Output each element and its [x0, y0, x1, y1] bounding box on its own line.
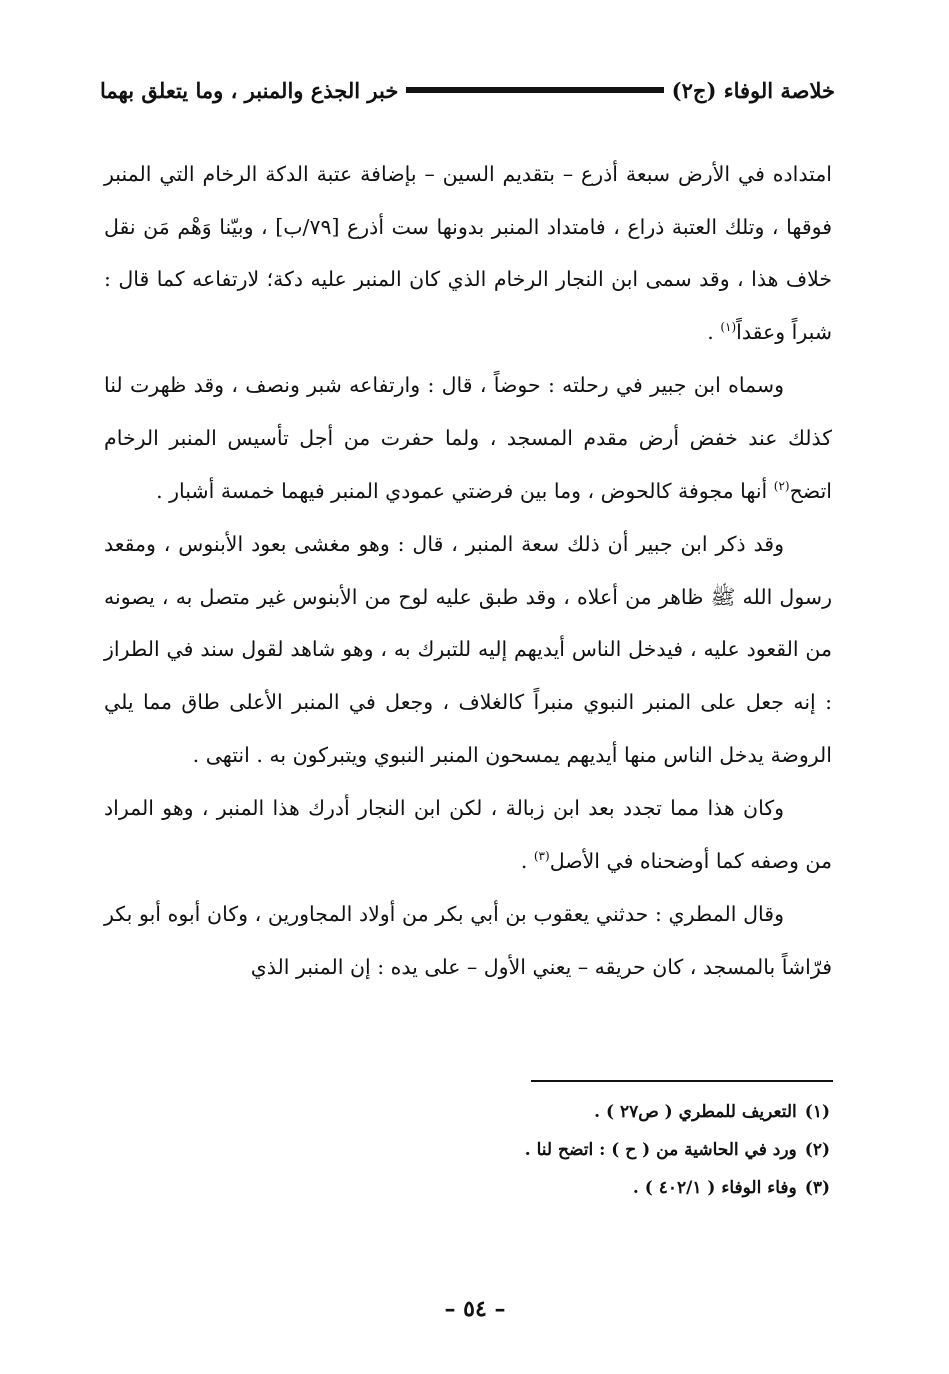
footnote-3 [400, 1169, 830, 1207]
paragraph-4 [104, 782, 832, 887]
paragraph-5 [104, 888, 832, 993]
paragraph-text: وقد ذكر ابن جبير أن ذلك سعة المنبر ، قال : وهو مغشى بعود الأبنوس ، ومقعد رسول الله ﷺ ظاهر من أعلاه ، وقد طبق عليه لوح من الأبنوس غير متصل به ، يصونه من القعود عليه ، فيدخل الناس أيديهم إليه للتبرك به ، وهو شاهد لقول سند في الطراز : إنه جعل على المنبر النبوي منبراً كالغلاف ، وجعل في المنبر الأعلى طاق مما يلي الروضة يدخل الناس منها أيديهم يمسحون المنبر النبوي ويتبركون به . انتهى . [104, 532, 832, 767]
main-text [104, 148, 832, 994]
paragraph-tail: أنها مجوفة كالحوض ، وما بين فرضتي عمودي المنبر فيهما خمسة أشبار . [156, 478, 774, 503]
running-header [100, 70, 835, 110]
footnote-ref-1[interactable]: (١) [720, 319, 737, 334]
paragraph-tail: . [520, 848, 534, 873]
section-title: خبر الجذع والمنبر ، وما يتعلق بهما [100, 77, 399, 103]
paragraph-text: وسماه ابن جبير في رحلته : حوضاً ، قال : وارتفاعه شبر ونصف ، وقد ظهرت لنا كذلك عند خفض أرض مقدم المسجد ، ولما حفرت من أجل تأسيس المنبر الرخام اتضح [104, 373, 832, 503]
footnote-separator [531, 1080, 833, 1082]
paragraph-text: وقال المطري : حدثني يعقوب بن أبي بكر من أولاد المجاورين ، وكان أبوه أبو بكر فرّاشاً بالمسجد ، كان حريقه – يعني الأول – على يده : إن المنبر الذي [104, 902, 832, 979]
footnote-1 [400, 1093, 830, 1131]
paragraph-tail: . [707, 319, 721, 344]
book-title: خلاصة الوفاء (ج٢) [671, 77, 835, 103]
paragraph-2 [104, 359, 832, 517]
footnotes [400, 1093, 830, 1207]
header-rule [406, 87, 663, 93]
footnote-number: (٢) [804, 1140, 830, 1160]
footnote-ref-3[interactable]: (٣) [533, 848, 550, 863]
footnote-number: (١) [804, 1102, 830, 1122]
footnote-number: (٣) [804, 1178, 830, 1198]
paragraph-text: وكان هذا مما تجدد بعد ابن زبالة ، لكن ابن النجار أدرك هذا المنبر ، وهو المراد من وصفه كما أوضحناه في الأصل [104, 796, 832, 873]
page-number: – ٥٤ – [444, 1296, 506, 1322]
paragraph-text: امتداده في الأرض سبعة أذرع – بتقديم السين – بإضافة عتبة الدكة الرخام التي المنبر فوقها ، وتلك العتبة ذراع ، فامتداد المنبر بدونها ست أذرع [٧٩/ب] ، وبيّنا وَهْم مَن نقل خلاف هذا ، وقد سمى ابن النجار الرخام الذي كان المنبر عليه دكة؛ لارتفاعه كما قال : شبراً وعقداً [104, 162, 833, 344]
footnote-text: ورد في الحاشية من ( ح ) : اتضح لنا . [524, 1140, 797, 1160]
footnote-2 [400, 1131, 830, 1169]
footnote-ref-2[interactable]: (٢) [773, 478, 790, 493]
footnote-text: التعريف للمطري ( ص٢٧ ) . [594, 1102, 797, 1122]
footnote-text: وفاء الوفاء ( ٤٠٢/١ ) . [632, 1178, 797, 1198]
paragraph-1 [104, 148, 832, 358]
paragraph-3 [104, 518, 832, 781]
